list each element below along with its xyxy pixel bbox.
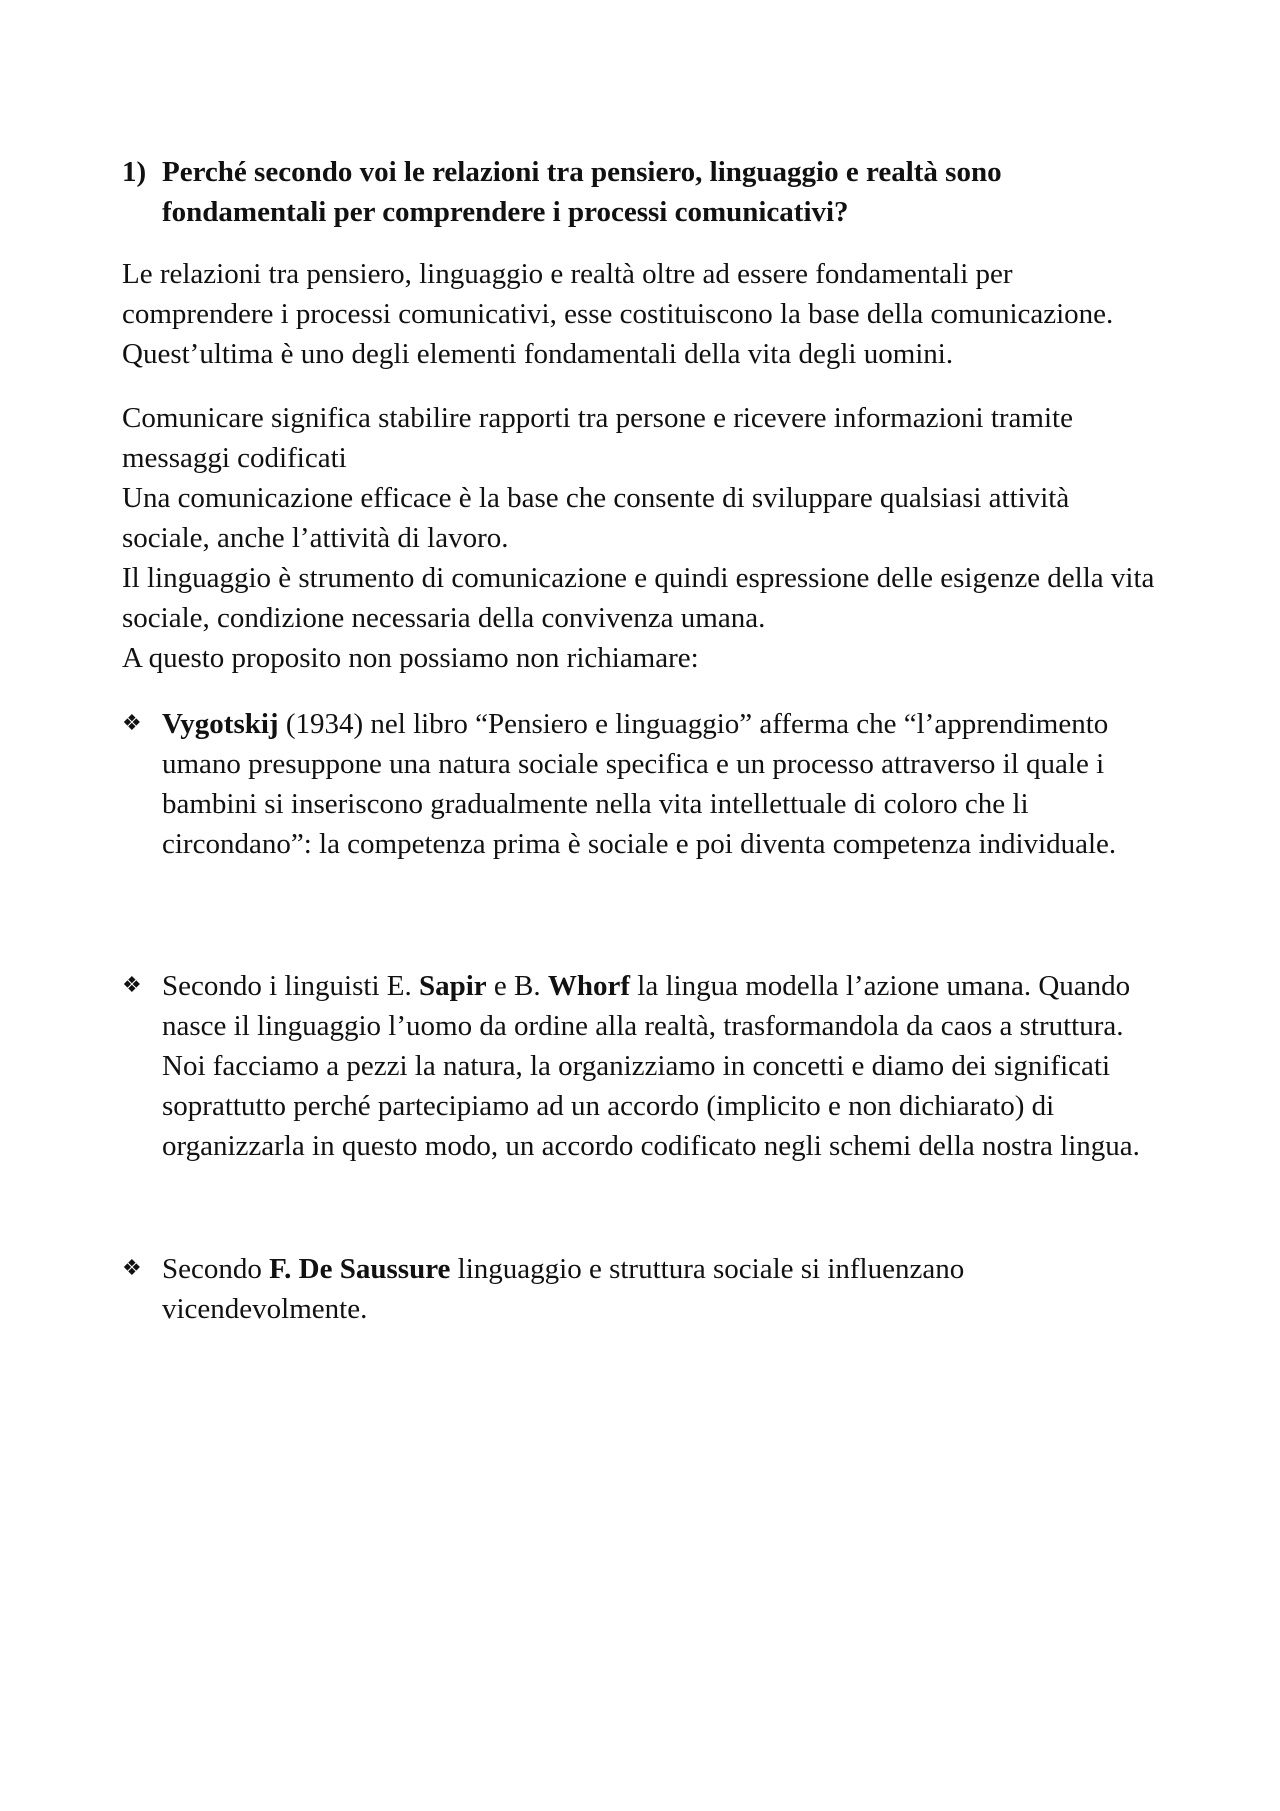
author-name: Vygotskij [162,708,279,740]
bullet-body: (1934) nel libro “Pensiero e linguaggio” afferma che “l’apprendimento umano presuppone una natura sociale specifica e un processo attraverso il quale i bambini si inseriscono gradualmente nella vita intellettuale di coloro che li circondano”: la competenza prima è sociale e poi diventa competenza individuale. [162,708,1117,860]
bullet-prefix: Secondo i linguisti E. [162,970,419,1002]
author-name: Sapir [418,970,487,1002]
bullet-text [162,704,1162,864]
paragraph-comunicazione-efficace: Una comunicazione efficace è la base che consente di sviluppare qualsiasi attività sociale, anche l’attività di lavoro. [122,482,1070,554]
list-item-sapir-whorf [122,966,1162,1166]
bullet-body: linguaggio e struttura sociale si influenzano vicendevolmente. [162,1253,965,1325]
bullet-connector: e B. [486,970,548,1002]
paragraph-comunicare: Comunicare significa stabilire rapporti tra persone e ricevere informazioni tramite messaggi codificati [122,402,1073,474]
document-page [122,152,1162,1329]
author-name: Whorf [547,970,631,1002]
list-item-de-saussure [122,1249,1162,1329]
paragraph-richiamare: A questo proposito non possiamo non richiamare: [122,642,699,674]
diamond-bullet-icon: ❖ [122,1256,142,1281]
diamond-bullet-icon: ❖ [122,973,142,998]
bullet-text [162,966,1162,1166]
list-item-vygotskij [122,704,1162,864]
bullet-body: la lingua modella l’azione umana. Quando nasce il linguaggio l’uomo da ordine alla realtà, trasformandola da caos a struttura. Noi facciamo a pezzi la natura, la organizziamo in concetti e diamo dei significati soprattutto perché partecipiamo ad un accordo (implicito e non dichiarato) di organizzarla in questo modo, un accordo codificato negli schemi della nostra lingua. [162,970,1140,1162]
bullet-text [162,1249,1162,1329]
answer-paragraph-intro: Le relazioni tra pensiero, linguaggio e realtà oltre ad essere fondamentali per comprendere i processi comunicativi, esse costituiscono la base della comunicazione. Quest’ultima è uno degli elementi fondamentali della vita degli uomini. [122,258,1114,370]
paragraph-linguaggio: Il linguaggio è strumento di comunicazione e quindi espressione delle esigenze della vita sociale, condizione necessaria della convivenza umana. [122,562,1155,634]
author-name: F. De Saussure [269,1253,451,1285]
question-text: Perché secondo voi le relazioni tra pensiero, linguaggio e realtà sono fondamentali per comprendere i processi comunicativi? [162,156,1002,228]
question-heading [122,152,1162,232]
answer-paragraph-group [122,398,1162,678]
question-number: 1) [122,156,147,188]
bullet-prefix: Secondo [162,1253,270,1285]
diamond-bullet-icon: ❖ [122,711,142,736]
